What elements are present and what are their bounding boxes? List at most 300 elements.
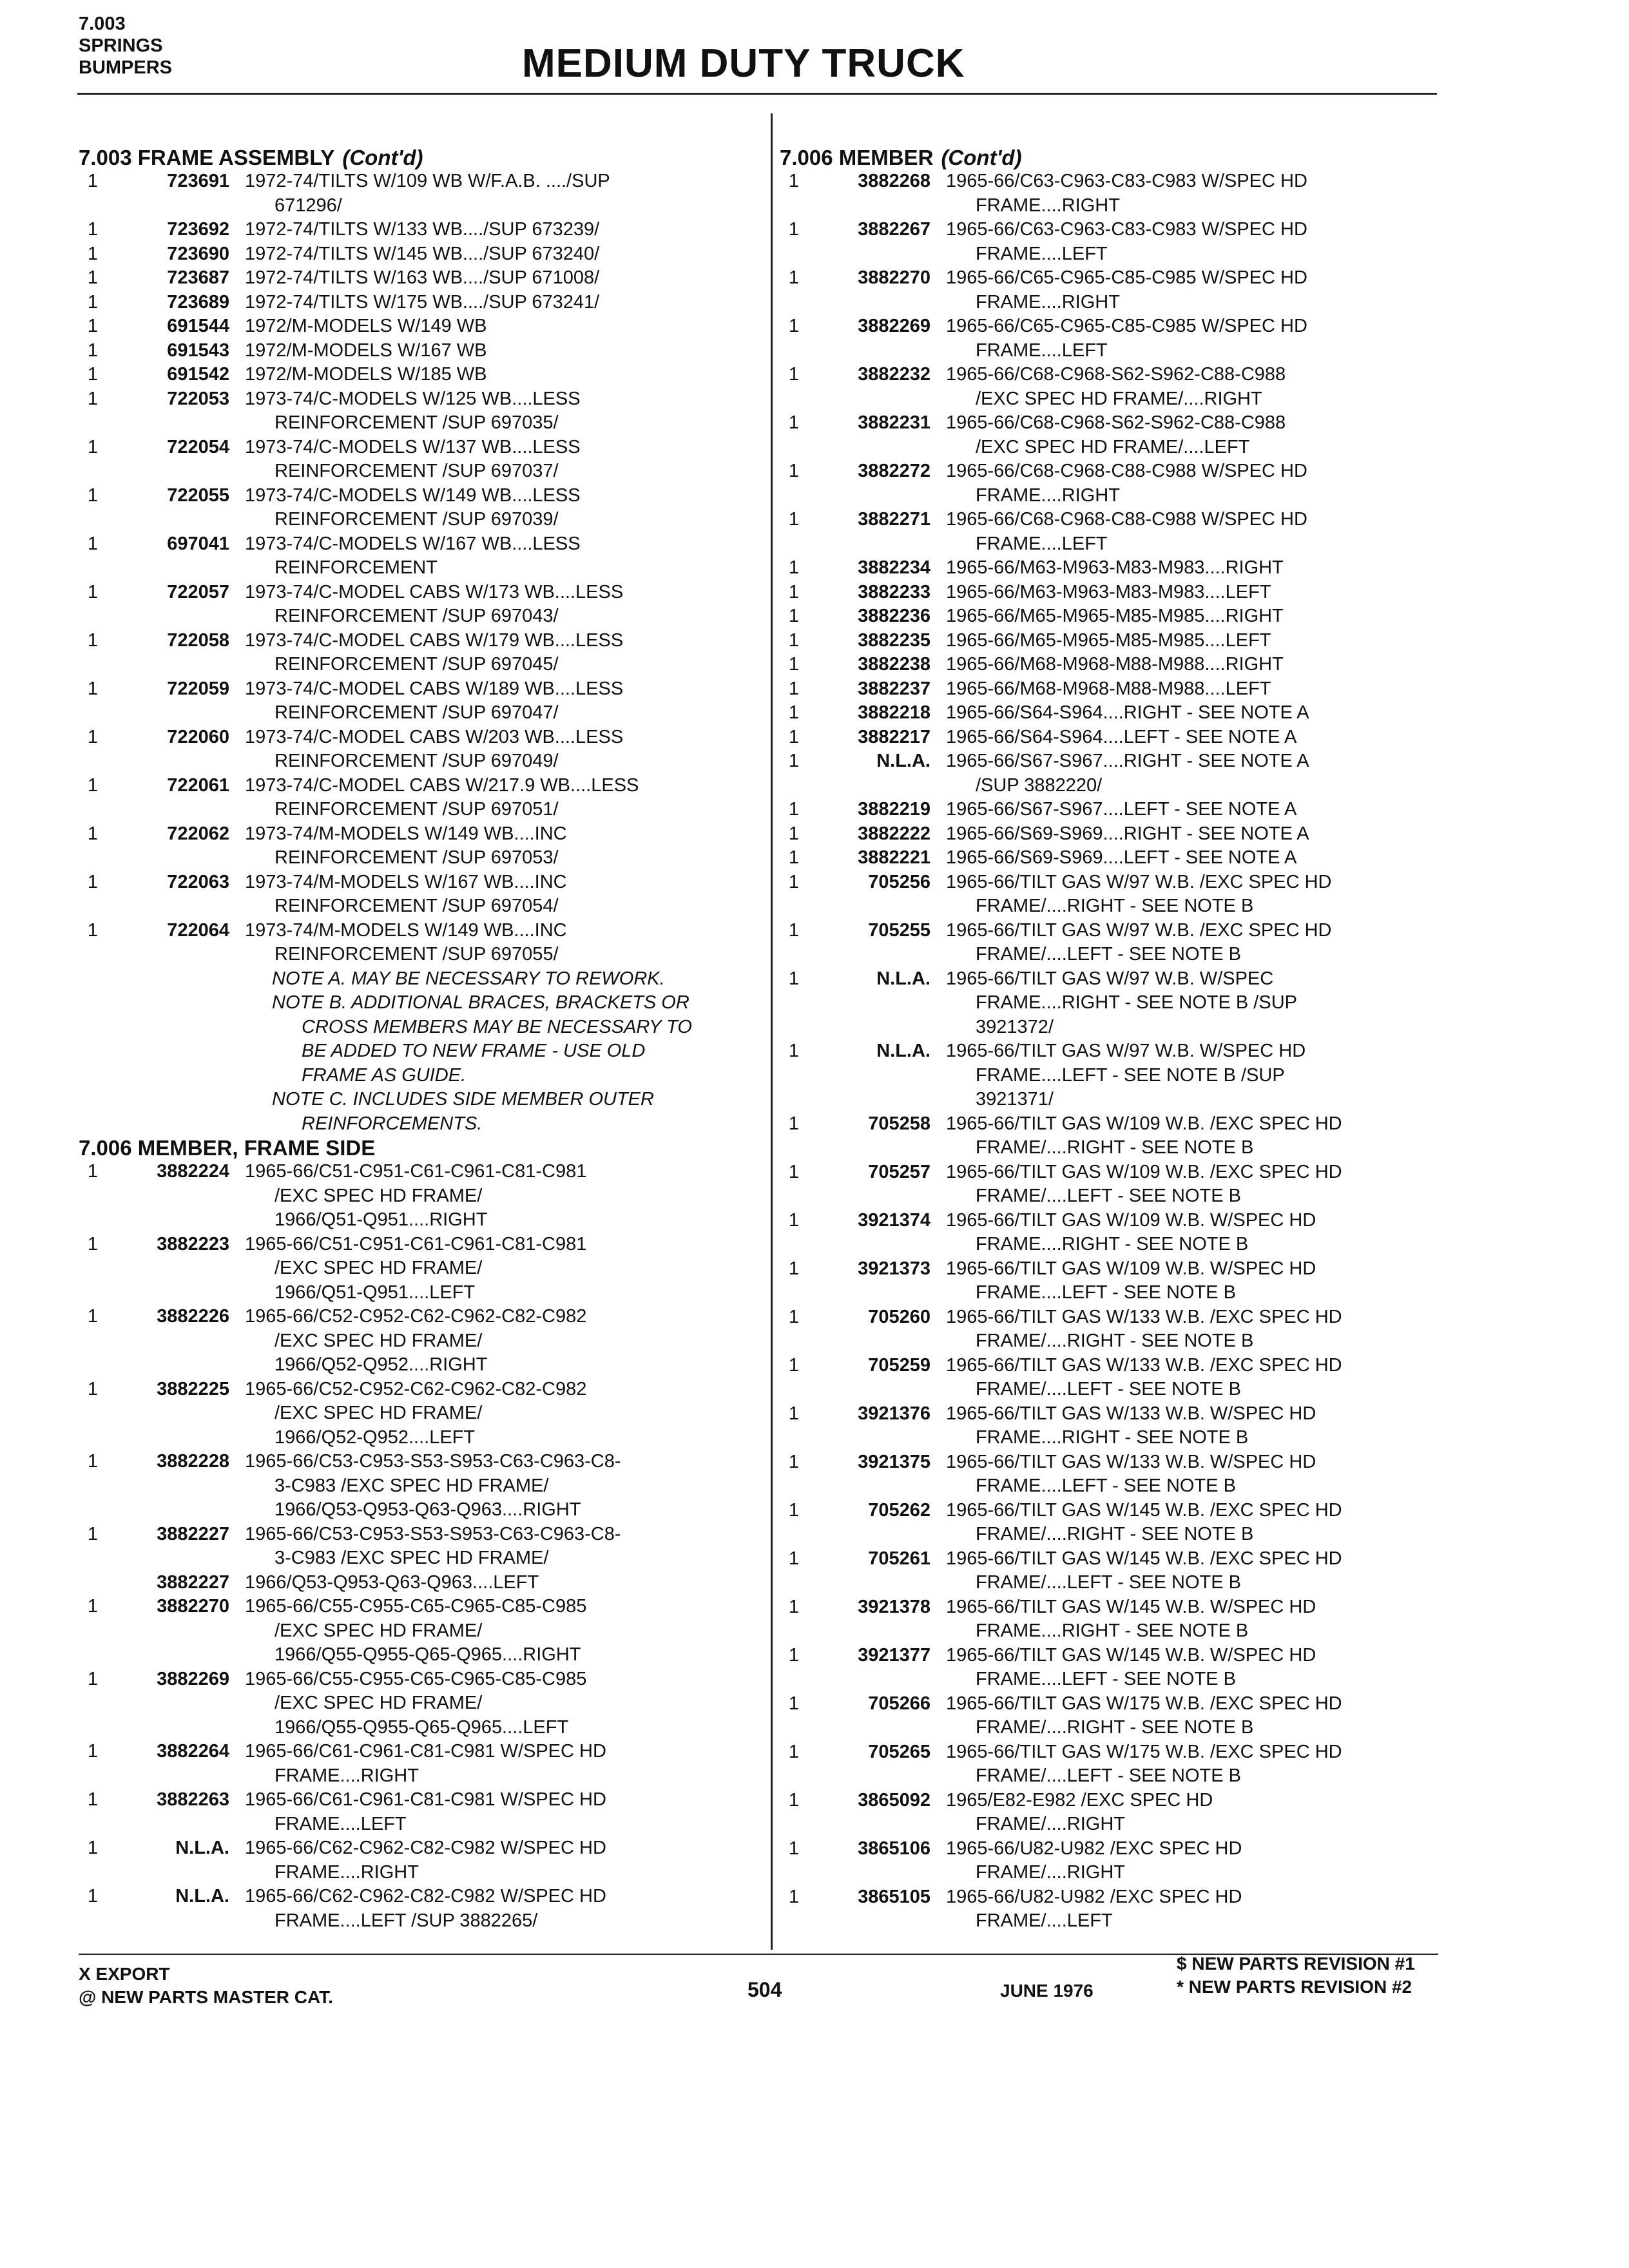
part-number: 722059 bbox=[167, 678, 229, 699]
part-quantity: 1 bbox=[87, 726, 99, 747]
description-line: FRAME....LEFT bbox=[976, 533, 1108, 554]
part-quantity: 1 bbox=[788, 1403, 800, 1424]
part-number: 3882269 bbox=[858, 316, 930, 336]
part-quantity: 1 bbox=[87, 267, 99, 288]
description-line: /EXC SPEC HD FRAME/ bbox=[275, 1185, 483, 1206]
part-quantity: 1 bbox=[788, 847, 800, 868]
part-quantity: 1 bbox=[87, 1306, 99, 1327]
footer-legend-left bbox=[79, 1963, 333, 2009]
part-description bbox=[946, 1499, 1463, 1547]
description-line: 1973-74/C-MODEL CABS W/189 WB....LESS bbox=[245, 678, 624, 699]
part-quantity: 1 bbox=[87, 1451, 99, 1472]
part-quantity: 1 bbox=[788, 1041, 800, 1061]
part-number: 722057 bbox=[167, 581, 229, 602]
description-line: 1965-66/TILT GAS W/133 W.B. /EXC SPEC HD bbox=[946, 1306, 1342, 1327]
part-description bbox=[245, 169, 762, 218]
part-number: 3882263 bbox=[157, 1789, 229, 1810]
description-line: 1965-66/C53-C953-S53-S953-C63-C963-C8- bbox=[245, 1451, 621, 1472]
part-entry bbox=[780, 870, 1463, 919]
part-entry bbox=[79, 436, 762, 484]
part-quantity: 1 bbox=[788, 629, 800, 651]
description-line: 1965-66/TILT GAS W/109 W.B. /EXC SPEC HD bbox=[946, 1113, 1342, 1134]
part-description bbox=[946, 169, 1463, 218]
part-entry bbox=[79, 1160, 762, 1233]
part-entry bbox=[79, 291, 762, 315]
description-line: FRAME/....RIGHT bbox=[976, 1814, 1125, 1834]
description-line: REINFORCEMENT /SUP 697039/ bbox=[275, 509, 559, 530]
description-line: 1966/Q51-Q951....LEFT bbox=[275, 1282, 476, 1303]
part-entry bbox=[79, 726, 762, 774]
part-quantity: 1 bbox=[788, 1161, 800, 1182]
part-entry bbox=[79, 870, 762, 919]
part-description bbox=[946, 749, 1463, 798]
part-quantity: 1 bbox=[788, 1644, 800, 1666]
column-divider bbox=[771, 113, 773, 1950]
description-line: REINFORCEMENT bbox=[275, 557, 438, 578]
part-entry bbox=[79, 169, 762, 218]
part-quantity: 1 bbox=[87, 1668, 99, 1689]
part-quantity: 1 bbox=[788, 919, 800, 941]
part-number: 3882228 bbox=[157, 1451, 229, 1472]
part-quantity: 1 bbox=[788, 654, 800, 675]
part-number: 3921378 bbox=[858, 1596, 930, 1617]
part-description bbox=[946, 629, 1463, 653]
part-quantity: 1 bbox=[788, 1354, 800, 1376]
description-line: REINFORCEMENT /SUP 697053/ bbox=[275, 847, 559, 868]
part-description bbox=[946, 1160, 1463, 1209]
part-entry bbox=[79, 1450, 762, 1523]
part-quantity: 1 bbox=[87, 1378, 99, 1399]
description-line: 1973-74/C-MODELS W/125 WB....LESS bbox=[245, 388, 581, 409]
description-line: REINFORCEMENT /SUP 697054/ bbox=[275, 896, 559, 916]
section-name: MEMBER, FRAME SIDE bbox=[137, 1136, 376, 1160]
part-description bbox=[946, 919, 1463, 967]
description-line: 1965/E82-E982 /EXC SPEC HD bbox=[946, 1789, 1213, 1811]
part-number: 3921374 bbox=[858, 1209, 930, 1231]
part-entry bbox=[79, 1740, 762, 1788]
part-description bbox=[245, 291, 762, 315]
part-number: 3882227 bbox=[157, 1523, 229, 1544]
part-quantity: 1 bbox=[788, 1209, 800, 1231]
part-entry bbox=[780, 1499, 1463, 1547]
part-entry bbox=[79, 266, 762, 291]
part-description bbox=[946, 1595, 1463, 1644]
header-section-code bbox=[79, 13, 172, 79]
part-number: 691544 bbox=[167, 316, 229, 336]
part-number: 705255 bbox=[868, 919, 930, 941]
footer-date: JUNE 1976 bbox=[1000, 1981, 1094, 2001]
description-line: 1965-66/TILT GAS W/145 W.B. W/SPEC HD bbox=[946, 1644, 1316, 1666]
description-line: /EXC SPEC HD FRAME/....LEFT bbox=[976, 436, 1250, 457]
part-quantity: 1 bbox=[788, 751, 800, 771]
part-description bbox=[946, 1837, 1463, 1885]
part-number: 3882217 bbox=[858, 726, 930, 747]
part-entry bbox=[780, 508, 1463, 556]
part-description bbox=[946, 1039, 1463, 1112]
part-quantity: 1 bbox=[788, 1789, 800, 1811]
description-line: 1966/Q55-Q955-Q65-Q965....RIGHT bbox=[275, 1644, 581, 1665]
part-entry bbox=[780, 677, 1463, 702]
part-entry bbox=[780, 1789, 1463, 1837]
part-description bbox=[245, 919, 762, 967]
header-rule bbox=[77, 93, 1437, 95]
description-line: FRAME/....LEFT bbox=[976, 1910, 1113, 1931]
description-line: 1965-66/TILT GAS W/145 W.B. /EXC SPEC HD bbox=[946, 1548, 1342, 1569]
part-entry bbox=[79, 581, 762, 629]
part-description bbox=[946, 556, 1463, 581]
description-line: FRAME....RIGHT - SEE NOTE B bbox=[976, 1427, 1249, 1448]
part-quantity: 1 bbox=[788, 1258, 800, 1279]
part-description bbox=[946, 1257, 1463, 1305]
part-description bbox=[245, 387, 762, 436]
part-description bbox=[245, 1571, 762, 1595]
part-entry bbox=[780, 1740, 1463, 1789]
part-quantity: 1 bbox=[87, 340, 99, 361]
part-number: 705258 bbox=[868, 1113, 930, 1134]
part-number: 705256 bbox=[868, 871, 930, 892]
part-description bbox=[946, 798, 1463, 822]
part-entry bbox=[780, 701, 1463, 726]
part-quantity: 1 bbox=[788, 726, 800, 747]
description-line: FRAME....RIGHT bbox=[976, 485, 1120, 506]
part-number: 705261 bbox=[868, 1548, 930, 1569]
part-description bbox=[946, 967, 1463, 1040]
part-description bbox=[245, 1378, 762, 1450]
description-line: /EXC SPEC HD FRAME/ bbox=[275, 1620, 483, 1641]
part-number: 722062 bbox=[167, 823, 229, 844]
description-line: 3921372/ bbox=[976, 1016, 1054, 1037]
description-line: 1965-66/S67-S967....RIGHT - SEE NOTE A bbox=[946, 751, 1309, 771]
part-number: 3882222 bbox=[858, 823, 930, 844]
footnote-line: CROSS MEMBERS MAY BE NECESSARY TO bbox=[302, 1016, 692, 1037]
part-quantity bbox=[79, 1571, 107, 1595]
part-number: 705262 bbox=[868, 1499, 930, 1521]
part-description bbox=[946, 508, 1463, 556]
part-description bbox=[245, 242, 762, 267]
part-entry bbox=[79, 1378, 762, 1450]
description-line: FRAME....RIGHT bbox=[976, 195, 1120, 216]
part-entry bbox=[79, 919, 762, 967]
part-quantity: 1 bbox=[87, 533, 99, 554]
part-description bbox=[245, 314, 762, 339]
description-line: FRAME....LEFT bbox=[976, 243, 1108, 264]
description-line: 1966/Q55-Q955-Q65-Q965....LEFT bbox=[275, 1716, 569, 1738]
header-line-springs: SPRINGS bbox=[79, 35, 163, 56]
description-line: /SUP 3882220/ bbox=[976, 774, 1103, 796]
header-code: 7.003 bbox=[79, 14, 126, 34]
part-entry bbox=[780, 1039, 1463, 1112]
part-description bbox=[946, 1112, 1463, 1160]
description-line: 1965-66/C62-C962-C82-C982 W/SPEC HD bbox=[245, 1838, 606, 1858]
description-line: 1965-66/M65-M965-M85-M985....RIGHT bbox=[946, 606, 1284, 626]
description-line: FRAME/....RIGHT - SEE NOTE B bbox=[976, 1524, 1254, 1544]
description-line: 1965-66/S64-S964....RIGHT - SEE NOTE A bbox=[946, 702, 1309, 723]
part-entry bbox=[79, 629, 762, 677]
part-number: 3882227 bbox=[157, 1571, 229, 1593]
footnote-line: FRAME AS GUIDE. bbox=[302, 1064, 467, 1086]
part-quantity: 1 bbox=[788, 1886, 800, 1907]
description-line: 1973-74/C-MODEL CABS W/203 WB....LESS bbox=[245, 726, 624, 747]
part-description bbox=[946, 726, 1463, 750]
part-entry bbox=[79, 339, 762, 363]
description-line: 3-C983 /EXC SPEC HD FRAME/ bbox=[275, 1548, 549, 1568]
description-line: /EXC SPEC HD FRAME/ bbox=[275, 1330, 483, 1351]
part-entry bbox=[79, 1233, 762, 1305]
description-line: /EXC SPEC HD FRAME/ bbox=[275, 1693, 483, 1713]
part-number: 691543 bbox=[167, 340, 229, 361]
part-description bbox=[245, 1233, 762, 1305]
description-line: 1973-74/C-MODELS W/167 WB....LESS bbox=[245, 533, 581, 554]
part-number: 3882223 bbox=[157, 1233, 229, 1254]
part-entry bbox=[780, 798, 1463, 822]
description-line: FRAME....RIGHT bbox=[976, 291, 1120, 312]
part-quantity: 1 bbox=[87, 1741, 99, 1762]
section-title bbox=[79, 146, 762, 169]
part-quantity: 1 bbox=[87, 1789, 99, 1810]
section-title bbox=[79, 1136, 762, 1160]
part-entry bbox=[780, 1692, 1463, 1740]
part-description bbox=[245, 1450, 762, 1523]
footer-legend-right bbox=[1177, 1952, 1415, 1999]
part-description bbox=[946, 1450, 1463, 1499]
part-entry bbox=[79, 242, 762, 267]
description-line: FRAME/....RIGHT - SEE NOTE B bbox=[976, 896, 1254, 916]
part-description bbox=[245, 1595, 762, 1667]
part-number: 705266 bbox=[868, 1693, 930, 1714]
part-description bbox=[946, 653, 1463, 677]
description-line: 1973-74/C-MODEL CABS W/173 WB....LESS bbox=[245, 581, 624, 602]
part-number: 3921376 bbox=[858, 1403, 930, 1424]
description-line: 1972-74/TILTS W/145 WB..../SUP 673240/ bbox=[245, 243, 600, 264]
part-entry bbox=[79, 1595, 762, 1667]
description-line: FRAME....LEFT bbox=[275, 1813, 407, 1834]
part-number: 3882272 bbox=[858, 461, 930, 481]
part-entry bbox=[79, 387, 762, 436]
part-number: 705265 bbox=[868, 1741, 930, 1762]
description-line: /EXC SPEC HD FRAME/ bbox=[275, 1258, 483, 1278]
description-line: 1965-66/TILT GAS W/97 W.B. W/SPEC HD bbox=[946, 1041, 1306, 1061]
part-description bbox=[245, 339, 762, 363]
description-line: 1965-66/M63-M963-M83-M983....RIGHT bbox=[946, 557, 1284, 578]
description-line: REINFORCEMENT /SUP 697037/ bbox=[275, 461, 559, 481]
part-entry bbox=[780, 822, 1463, 847]
part-description bbox=[245, 1836, 762, 1885]
part-description bbox=[245, 363, 762, 387]
footer-revision-1: $ NEW PARTS REVISION #1 bbox=[1177, 1954, 1415, 1974]
part-description bbox=[946, 581, 1463, 605]
part-number: 3882218 bbox=[858, 702, 930, 723]
part-description bbox=[946, 459, 1463, 508]
part-quantity: 1 bbox=[87, 485, 99, 506]
part-number: N.L.A. bbox=[876, 1041, 930, 1061]
part-number: 3882232 bbox=[858, 364, 930, 385]
part-description bbox=[245, 629, 762, 677]
part-quantity: 1 bbox=[788, 509, 800, 530]
part-description bbox=[245, 484, 762, 532]
description-line: 1972/M-MODELS W/149 WB bbox=[245, 316, 487, 336]
footnote-line: NOTE A. MAY BE NECESSARY TO REWORK. bbox=[272, 968, 665, 989]
description-line: 1965-66/C68-C968-S62-S962-C88-C988 bbox=[946, 412, 1286, 433]
part-quantity: 1 bbox=[788, 1838, 800, 1859]
part-number: 3865106 bbox=[858, 1838, 930, 1859]
part-entry bbox=[79, 822, 762, 870]
part-entry bbox=[780, 629, 1463, 653]
part-number: N.L.A. bbox=[876, 751, 930, 771]
part-description bbox=[245, 1305, 762, 1378]
part-entry bbox=[79, 1885, 762, 1933]
part-description bbox=[946, 1354, 1463, 1402]
part-number: 3882264 bbox=[157, 1741, 229, 1762]
part-number: 722063 bbox=[167, 871, 229, 892]
part-quantity: 1 bbox=[87, 774, 99, 796]
part-entry bbox=[780, 1595, 1463, 1644]
description-line: 1965-66/C51-C951-C61-C961-C81-C981 bbox=[245, 1233, 587, 1254]
part-quantity: 1 bbox=[87, 1596, 99, 1617]
part-entry bbox=[780, 411, 1463, 459]
part-entry bbox=[780, 726, 1463, 750]
part-quantity: 1 bbox=[788, 412, 800, 433]
part-description bbox=[245, 436, 762, 484]
description-line: 1965-66/TILT GAS W/175 W.B. /EXC SPEC HD bbox=[946, 1741, 1342, 1762]
description-line: 1966/Q52-Q952....RIGHT bbox=[275, 1354, 488, 1375]
description-line: 1966/Q52-Q952....LEFT bbox=[275, 1427, 476, 1448]
description-line: 1965-66/M65-M965-M85-M985....LEFT bbox=[946, 629, 1271, 651]
part-quantity: 1 bbox=[788, 1741, 800, 1762]
footnote-line: REINFORCEMENTS. bbox=[302, 1113, 483, 1134]
description-line: 1965-66/TILT GAS W/133 W.B. W/SPEC HD bbox=[946, 1403, 1316, 1424]
part-number: 723691 bbox=[167, 171, 229, 191]
part-quantity: 1 bbox=[788, 678, 800, 699]
section-name: FRAME ASSEMBLY bbox=[137, 146, 335, 169]
part-quantity: 1 bbox=[788, 557, 800, 578]
description-line: 1966/Q53-Q953-Q63-Q963....LEFT bbox=[245, 1571, 539, 1593]
section-number: 7.006 bbox=[79, 1136, 132, 1160]
part-quantity: 1 bbox=[87, 871, 99, 892]
part-entry bbox=[780, 1837, 1463, 1885]
part-quantity: 1 bbox=[87, 436, 99, 457]
part-quantity: 1 bbox=[788, 1499, 800, 1521]
page-title: MEDIUM DUTY TRUCK bbox=[522, 41, 965, 86]
description-line: 1965-66/U82-U982 /EXC SPEC HD bbox=[946, 1886, 1242, 1907]
part-number: 3882238 bbox=[858, 654, 930, 675]
description-line: FRAME/....RIGHT - SEE NOTE B bbox=[976, 1717, 1254, 1738]
description-line: 1972/M-MODELS W/185 WB bbox=[245, 364, 487, 385]
part-number: 723687 bbox=[167, 267, 229, 288]
part-number: 3882221 bbox=[858, 847, 930, 868]
description-line: 1965-66/TILT GAS W/145 W.B. W/SPEC HD bbox=[946, 1596, 1316, 1617]
part-entry bbox=[780, 581, 1463, 605]
description-line: 1973-74/C-MODEL CABS W/217.9 WB....LESS bbox=[245, 774, 639, 796]
part-quantity: 1 bbox=[788, 968, 800, 989]
part-number: N.L.A. bbox=[175, 1886, 229, 1907]
part-description bbox=[245, 1160, 762, 1233]
part-entry bbox=[79, 677, 762, 726]
section-title bbox=[780, 146, 1463, 169]
description-line: REINFORCEMENT /SUP 697047/ bbox=[275, 702, 559, 723]
description-line: 1972-74/TILTS W/109 WB W/F.A.B. ..../SUP bbox=[245, 171, 610, 191]
part-entry bbox=[780, 1450, 1463, 1499]
part-quantity: 1 bbox=[788, 702, 800, 723]
description-line: 1966/Q53-Q953-Q63-Q963....RIGHT bbox=[275, 1499, 581, 1520]
description-line: 1973-74/M-MODELS W/149 WB....INC bbox=[245, 823, 567, 844]
part-description bbox=[946, 1305, 1463, 1354]
part-number: 3882224 bbox=[157, 1161, 229, 1182]
description-line: 1965-66/C68-C968-C88-C988 W/SPEC HD bbox=[946, 509, 1307, 530]
part-number: 3882233 bbox=[858, 581, 930, 602]
part-entry bbox=[780, 1160, 1463, 1209]
part-description bbox=[946, 870, 1463, 919]
description-line: 1965-66/TILT GAS W/109 W.B. W/SPEC HD bbox=[946, 1258, 1316, 1279]
description-line: 1972-74/TILTS W/163 WB..../SUP 671008/ bbox=[245, 267, 600, 288]
part-quantity: 1 bbox=[788, 606, 800, 626]
part-description bbox=[245, 1667, 762, 1740]
part-quantity: 1 bbox=[87, 388, 99, 409]
description-line: 1972-74/TILTS W/175 WB..../SUP 673241/ bbox=[245, 291, 600, 312]
description-line: 1965-66/M63-M963-M83-M983....LEFT bbox=[946, 581, 1271, 602]
description-line: 1965-66/C63-C963-C83-C983 W/SPEC HD bbox=[946, 219, 1307, 240]
part-entry bbox=[79, 1836, 762, 1885]
part-number: 697041 bbox=[167, 533, 229, 554]
description-line: FRAME....RIGHT - SEE NOTE B /SUP bbox=[976, 992, 1297, 1013]
part-quantity: 1 bbox=[788, 1306, 800, 1327]
description-line: REINFORCEMENT /SUP 697035/ bbox=[275, 412, 559, 433]
part-quantity: 1 bbox=[788, 461, 800, 481]
part-entry bbox=[780, 604, 1463, 629]
part-number: 3921373 bbox=[858, 1258, 930, 1279]
part-description bbox=[245, 1523, 762, 1571]
part-entry bbox=[780, 653, 1463, 677]
part-description bbox=[245, 1740, 762, 1788]
description-line: FRAME....RIGHT bbox=[275, 1861, 419, 1883]
description-line: 1965-66/C53-C953-S53-S953-C63-C963-C8- bbox=[245, 1523, 621, 1544]
part-number: 722064 bbox=[167, 919, 229, 941]
section-number: 7.006 bbox=[780, 146, 833, 169]
part-entry bbox=[780, 218, 1463, 266]
description-line: 1965-66/S64-S964....LEFT - SEE NOTE A bbox=[946, 726, 1297, 747]
description-line: 1973-74/C-MODELS W/137 WB....LESS bbox=[245, 436, 581, 457]
part-quantity: 1 bbox=[87, 171, 99, 191]
part-number: N.L.A. bbox=[876, 968, 930, 989]
description-line: FRAME....LEFT - SEE NOTE B bbox=[976, 1282, 1236, 1303]
description-line: FRAME....LEFT bbox=[976, 340, 1108, 361]
description-line: 1972-74/TILTS W/133 WB..../SUP 673239/ bbox=[245, 219, 600, 240]
part-entry bbox=[79, 1788, 762, 1836]
description-line: 1965-66/C62-C962-C82-C982 W/SPEC HD bbox=[245, 1886, 606, 1907]
description-line: FRAME....RIGHT - SEE NOTE B bbox=[976, 1620, 1249, 1641]
part-description bbox=[946, 677, 1463, 702]
part-description bbox=[245, 822, 762, 870]
part-entry bbox=[780, 1644, 1463, 1692]
part-quantity: 1 bbox=[788, 1548, 800, 1569]
description-line: 1965-66/TILT GAS W/133 W.B. W/SPEC HD bbox=[946, 1451, 1316, 1472]
description-line: 1965-66/TILT GAS W/97 W.B. /EXC SPEC HD bbox=[946, 871, 1332, 892]
part-quantity: 1 bbox=[87, 316, 99, 336]
part-description bbox=[946, 1692, 1463, 1740]
description-line: 1965-66/S69-S969....LEFT - SEE NOTE A bbox=[946, 847, 1297, 868]
part-quantity: 1 bbox=[788, 1113, 800, 1134]
part-entry bbox=[780, 169, 1463, 218]
description-line: 1965-66/C55-C955-C65-C965-C85-C985 bbox=[245, 1596, 587, 1617]
part-description bbox=[245, 774, 762, 822]
part-number: 3882235 bbox=[858, 629, 930, 651]
description-line: 1965-66/C52-C952-C62-C962-C82-C982 bbox=[245, 1306, 587, 1327]
description-line: FRAME/....LEFT - SEE NOTE B bbox=[976, 1765, 1241, 1786]
part-entry bbox=[780, 749, 1463, 798]
part-number: 3865092 bbox=[858, 1789, 930, 1811]
part-number: 705259 bbox=[868, 1354, 930, 1376]
part-description bbox=[946, 411, 1463, 459]
description-line: 1965-66/TILT GAS W/97 W.B. W/SPEC bbox=[946, 968, 1274, 989]
